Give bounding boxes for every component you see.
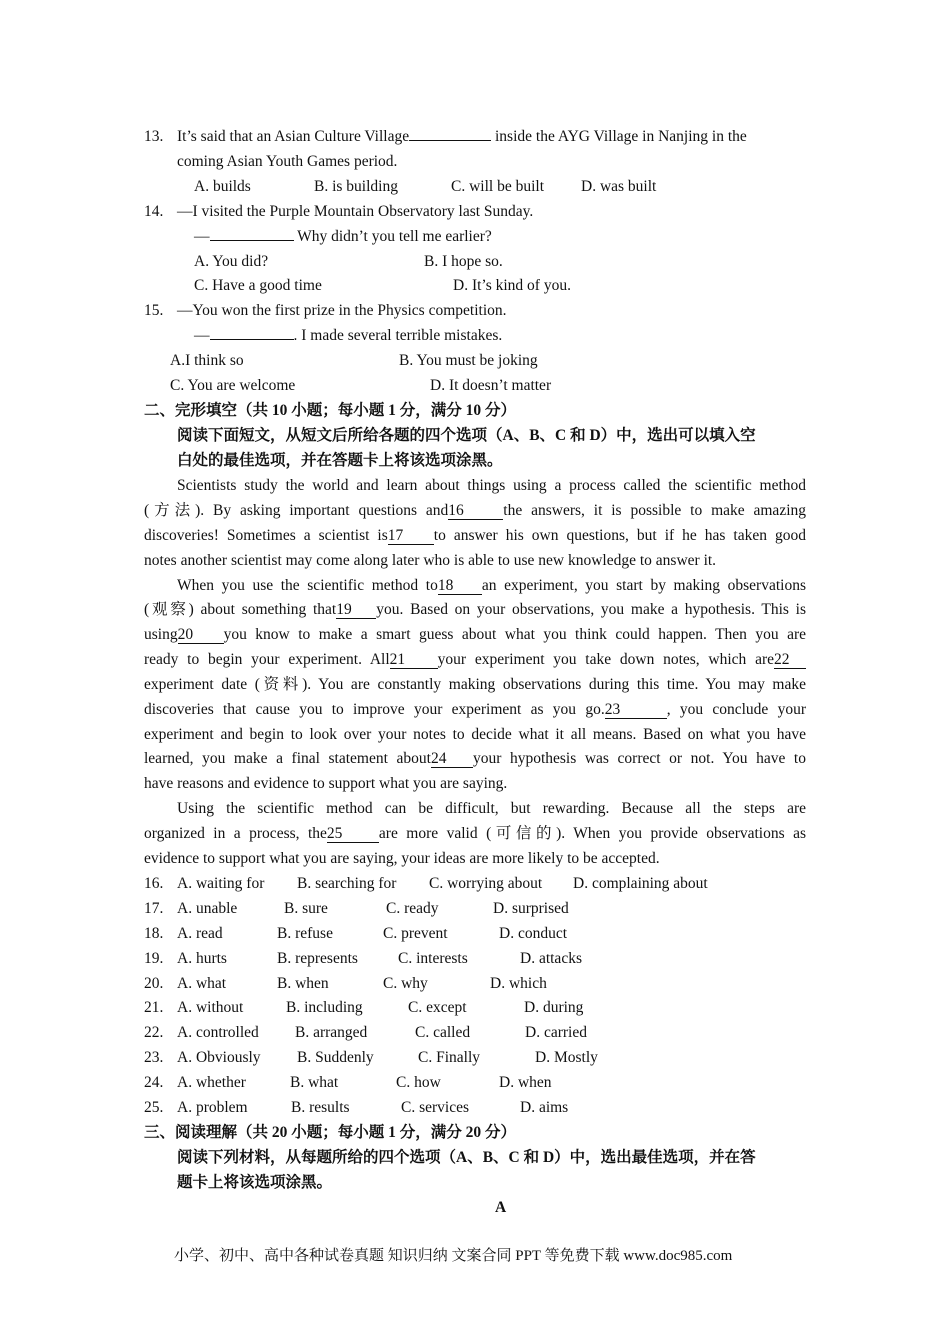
passage-p2-line5: experiment date (资料). You are constantly making observations during this time. You may make <box>144 676 806 693</box>
cloze-option-a: A. read <box>177 925 223 942</box>
cloze-option-b: B. refuse <box>277 925 333 942</box>
cloze-option-d: D. complaining about <box>573 875 708 892</box>
cloze-option-b: B. when <box>277 975 329 992</box>
cloze-option-a: A. controlled <box>177 1024 259 1041</box>
section2-instruction-line2: 白处的最佳选项，并在答题卡上将该选项涂黑。 <box>177 452 503 469</box>
cloze-option-a: A. unable <box>177 900 238 917</box>
cloze-number: 19. <box>144 950 164 967</box>
passage-p1-line3: discoveries! Sometimes a scientist is17 to answer his own questions, but if he has taken good <box>144 527 806 544</box>
cloze-option-b: B. results <box>291 1099 350 1116</box>
blank-19: 19 <box>336 601 376 619</box>
passage-p2-line4: ready to begin your experiment. All21 your experiment you take down notes, which are22 <box>144 650 806 670</box>
cloze-option-a: A. Obviously <box>177 1049 261 1066</box>
cloze-option-b: B. what <box>290 1074 339 1091</box>
q15-blank <box>210 339 294 340</box>
q13-option-b: B. is building <box>314 178 398 195</box>
q14-option-c: C. Have a good time <box>194 277 322 294</box>
reading-part-label: A <box>495 1199 507 1216</box>
q14-number: 14. <box>144 203 164 220</box>
blank-22: 22 <box>774 651 806 669</box>
passage-p1-line2: (方法). By asking important questions and16 the answers, it is possible to make amazing <box>144 502 806 519</box>
section2-heading: 二、完形填空（共 10 小题；每小题 1 分，满分 10 分） <box>144 402 517 419</box>
cloze-option-b: B. including <box>286 999 363 1016</box>
section2-instruction-line1: 阅读下面短文，从短文后所给各题的四个选项（A、B、C 和 D）中，选出可以填入空 <box>177 427 756 444</box>
passage-p2-line9: have reasons and evidence to support what you are saying. <box>144 775 508 792</box>
q15-option-c: C. You are welcome <box>170 377 296 394</box>
cloze-option-a: A. waiting for <box>177 875 265 892</box>
q15-option-a: A.I think so <box>170 352 244 369</box>
cloze-option-b: B. arranged <box>295 1024 368 1041</box>
passage-p3-line2: organized in a process, the25 are more valid (可信的). When you provide observations as <box>144 825 807 842</box>
cloze-option-c: C. called <box>415 1024 471 1041</box>
page-footer: 小学、初中、高中各种试卷真题 知识归纳 文案合同 PPT 等免费下载 www.doc985.com <box>174 1248 733 1264</box>
q13-option-d: D. was built <box>581 178 657 195</box>
cloze-option-a: A. what <box>177 975 227 992</box>
passage-p3-line3: evidence to support what you are saying, your ideas are more likely to be accepted. <box>144 850 660 867</box>
cloze-option-d: D. Mostly <box>535 1049 598 1066</box>
blank-18: 18 <box>438 577 482 595</box>
blank-24: 24 <box>431 750 473 768</box>
cloze-option-d: D. conduct <box>499 925 568 942</box>
cloze-option-d: D. attacks <box>520 950 582 967</box>
q15-option-b: B. You must be joking <box>399 352 538 369</box>
q13-number: 13. <box>144 128 164 145</box>
passage-p3-line1: Using the scientific method can be difficult, but rewarding. Because all the steps are <box>177 800 806 817</box>
cloze-option-c: C. prevent <box>383 925 448 942</box>
passage-p2-line1: When you use the scientific method to18 an experiment, you start by making observations <box>177 577 806 594</box>
cloze-number: 21. <box>144 999 164 1016</box>
cloze-option-c: C. why <box>383 975 428 992</box>
q14-blank <box>210 240 294 241</box>
q13-blank <box>409 140 491 141</box>
q15-option-d: D. It doesn’t matter <box>430 377 552 394</box>
cloze-option-b: B. represents <box>277 950 358 967</box>
q14-option-d: D. It’s kind of you. <box>453 277 571 294</box>
cloze-option-a: A. whether <box>177 1074 246 1091</box>
cloze-option-a: A. without <box>177 999 244 1016</box>
q14-option-b: B. I hope so. <box>424 253 503 270</box>
cloze-number: 24. <box>144 1074 164 1091</box>
cloze-option-c: C. services <box>401 1099 470 1116</box>
blank-25: 25 <box>327 825 379 843</box>
q15-stem-line1: —You won the first prize in the Physics competition. <box>177 302 507 319</box>
q13-stem-line2: coming Asian Youth Games period. <box>177 153 398 170</box>
cloze-option-c: C. ready <box>386 900 439 917</box>
cloze-option-b: B. searching for <box>297 875 397 892</box>
q15-number: 15. <box>144 302 164 319</box>
passage-p2-line7: experiment and begin to look over your notes to decide what it all means. Based on what you have <box>144 726 806 743</box>
cloze-option-d: D. aims <box>520 1099 569 1116</box>
cloze-option-b: B. sure <box>284 900 328 917</box>
passage-p2-line3: using20 you know to make a smart guess about what you think could happen. Then you are <box>144 626 806 643</box>
q13-option-a: A. builds <box>194 178 251 195</box>
passage-p2-line8: learned, you make a final statement about24 your hypothesis was correct or not. You have to <box>144 750 806 767</box>
passage-p2-line2: (观察) about something that19 you. Based on your observations, you make a hypothesis. This is <box>144 601 806 618</box>
cloze-number: 17. <box>144 900 164 917</box>
cloze-option-c: C. interests <box>398 950 468 967</box>
cloze-option-d: D. which <box>490 975 547 992</box>
q13-stem-line1: It’s said that an Asian Culture Village inside the AYG Village in Nanjing in the <box>177 128 747 145</box>
cloze-option-d: D. during <box>524 999 584 1016</box>
cloze-number: 25. <box>144 1099 164 1116</box>
q14-stem-line2: — Why didn’t you tell me earlier? <box>194 228 492 245</box>
cloze-number: 23. <box>144 1049 164 1066</box>
section3-heading: 三、阅读理解（共 20 小题；每小题 1 分，满分 20 分） <box>144 1124 517 1141</box>
cloze-number: 22. <box>144 1024 164 1041</box>
q13-option-c: C. will be built <box>451 178 544 195</box>
section3-instruction-line1: 阅读下列材料，从每题所给的四个选项（A、B、C 和 D）中，选出最佳选项，并在答 <box>177 1149 756 1166</box>
blank-21: 21 <box>390 651 438 669</box>
q14-stem-line1: —I visited the Purple Mountain Observatory last Sunday. <box>177 203 534 220</box>
q14-option-a: A. You did? <box>194 253 269 270</box>
cloze-option-a: A. hurts <box>177 950 227 967</box>
cloze-number: 20. <box>144 975 164 992</box>
cloze-number: 16. <box>144 875 164 892</box>
cloze-option-c: C. Finally <box>418 1049 481 1066</box>
passage-p1-line4: notes another scientist may come along later who is able to use new knowledge to answer it. <box>144 552 717 569</box>
cloze-option-d: D. surprised <box>493 900 569 917</box>
cloze-option-c: C. how <box>396 1074 441 1091</box>
blank-17: 17 <box>388 527 434 545</box>
blank-20: 20 <box>178 626 224 644</box>
q15-stem-line2: — . I made several terrible mistakes. <box>194 327 503 344</box>
blank-23: 23 <box>605 701 667 719</box>
cloze-option-a: A. problem <box>177 1099 248 1116</box>
section3-instruction-line2: 题卡上将该选项涂黑。 <box>177 1174 333 1191</box>
cloze-option-c: C. worrying about <box>429 875 543 892</box>
blank-16: 16 <box>448 502 503 520</box>
cloze-option-d: D. when <box>499 1074 552 1091</box>
cloze-number: 18. <box>144 925 164 942</box>
passage-p1-line1: Scientists study the world and learn about things using a process called the scientific method <box>177 477 806 494</box>
passage-p2-line6: discoveries that cause you to improve your experiment as you go.23 , you conclude your <box>144 701 806 718</box>
cloze-option-b: B. Suddenly <box>297 1049 374 1066</box>
cloze-option-d: D. carried <box>525 1024 587 1041</box>
cloze-option-c: C. except <box>408 999 467 1016</box>
